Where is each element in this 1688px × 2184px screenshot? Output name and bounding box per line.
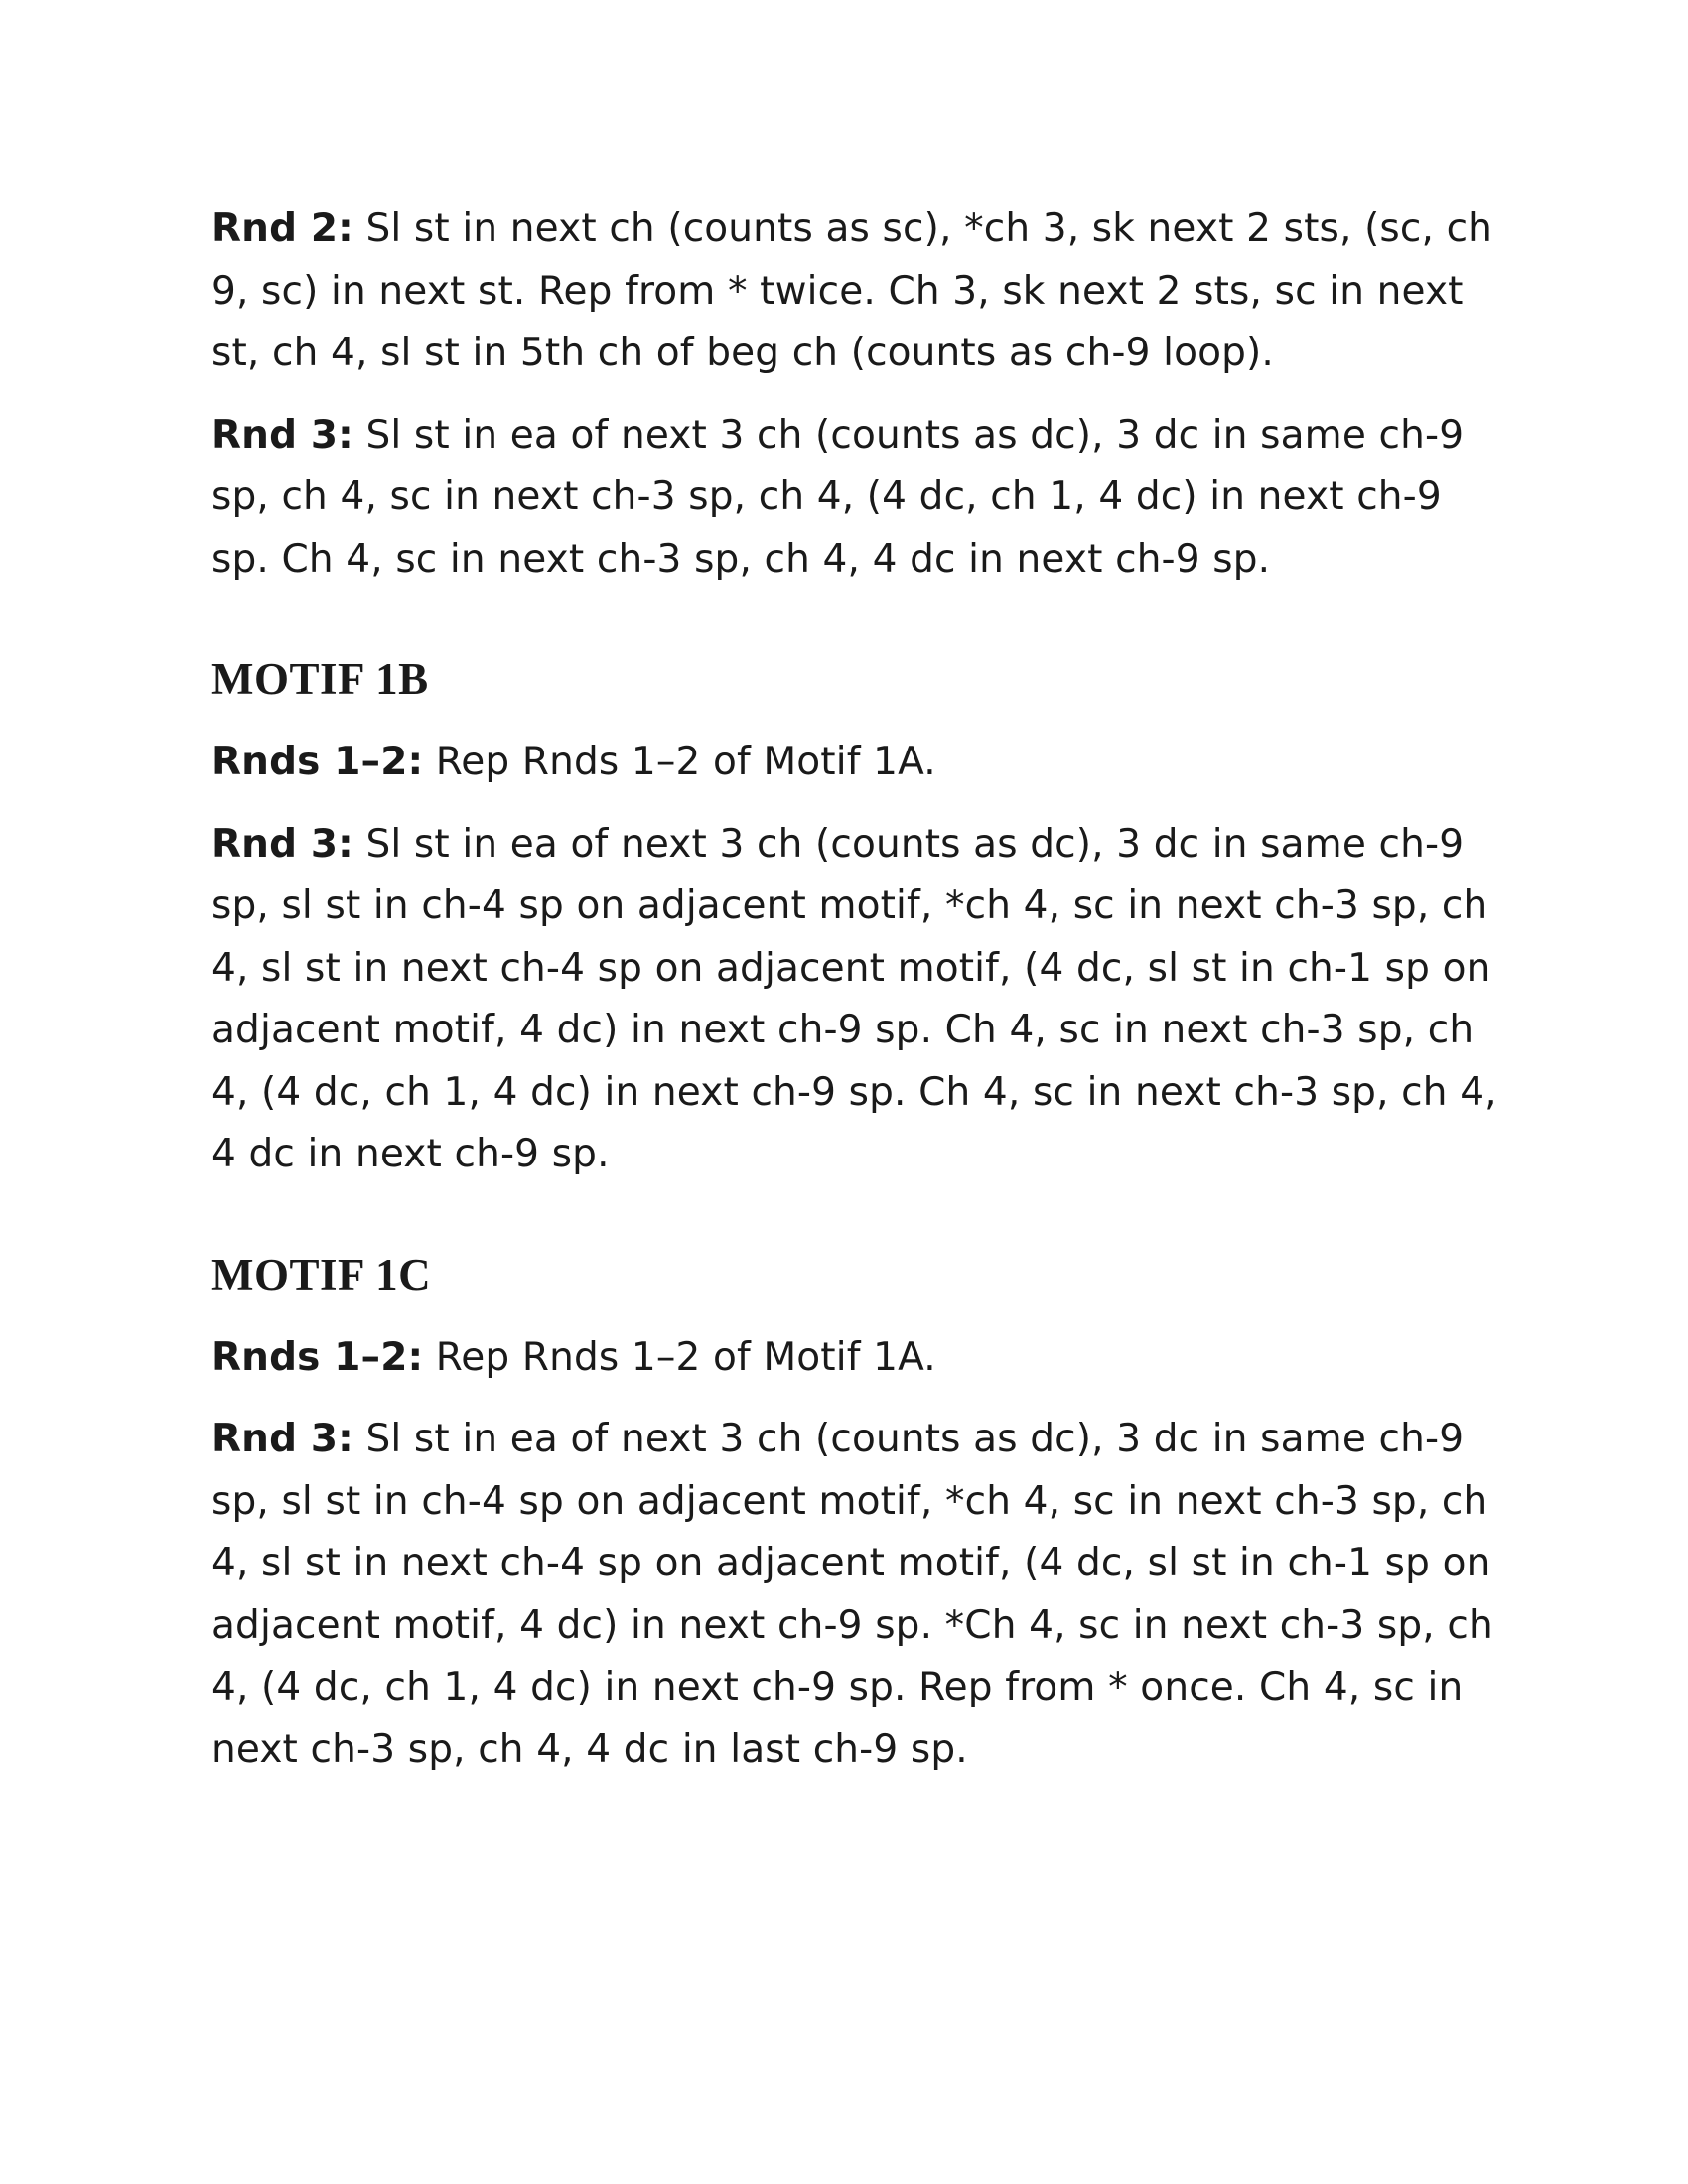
- motif-1b-rnd-3-label: Rnd 3:: [211, 821, 353, 867]
- document-page: [211, 199, 1502, 1801]
- rnd-2-text: Sl st in next ch (counts as sc), *ch 3, sk next 2 sts, (sc, ch 9, sc) in next st. Rep from * twice. Ch 3, sk next 2 sts, sc in next st, ch 4, sl st in 5th ch of beg ch (counts as ch-9 loop).: [211, 206, 1493, 375]
- motif-1b-rnd-3-instruction: [211, 814, 1502, 1186]
- motif-1b-rnds-1-2-label: Rnds 1–2:: [211, 740, 424, 784]
- motif-1c-rnd-3-label: Rnd 3:: [211, 1417, 353, 1461]
- rnd-3-text: Sl st in ea of next 3 ch (counts as dc), 3 dc in same ch-9 sp, ch 4, sc in next ch-3 sp, ch 4, (4 dc, ch 1, 4 dc) in next ch-9 sp. Ch 4, sc in next ch-3 sp, ch 4, 4 dc in next ch-9 sp.: [211, 412, 1465, 582]
- motif-1c-rnd-3-text: Sl st in ea of next 3 ch (counts as dc), 3 dc in same ch-9 sp, sl st in ch-4 sp on adjacent motif, *ch 4, sc in next ch-3 sp, ch 4, sl st in next ch-4 sp on adjacent motif, (4 dc, sl st in ch-1 sp on adjacent motif, 4 dc) in next ch-9 sp. *Ch 4, sc in next ch-3 sp, ch 4, (4 dc, ch 1, 4 dc) in next ch-9 sp. Rep from * once. Ch 4, sc in next ch-3 sp, ch 4, 4 dc in last ch-9 sp.: [211, 1417, 1493, 1772]
- motif-1c-rnds-1-2-label: Rnds 1–2:: [211, 1334, 424, 1380]
- motif-1b-rnds-1-2-instruction: [211, 732, 1502, 794]
- rnd-3-label: Rnd 3:: [211, 412, 353, 458]
- motif-1b-heading: MOTIF 1B: [211, 654, 429, 704]
- rnd-2-label: Rnd 2:: [211, 206, 353, 251]
- motif-1b-rnd-3-text: Sl st in ea of next 3 ch (counts as dc), 3 dc in same ch-9 sp, sl st in ch-4 sp on adjacent motif, *ch 4, sc in next ch-3 sp, ch 4, sl st in next ch-4 sp on adjacent motif, (4 dc, sl st in ch-1 sp on adjacent motif, 4 dc) in next ch-9 sp. Ch 4, sc in next ch-3 sp, ch 4, (4 dc, ch 1, 4 dc) in next ch-9 sp. Ch 4, sc in next ch-3 sp, ch 4, 4 dc in next ch-9 sp.: [211, 821, 1497, 1176]
- motif-1c-rnds-1-2-text: Rep Rnds 1–2 of Motif 1A.: [423, 1334, 936, 1380]
- motif-1c-heading: MOTIF 1C: [211, 1249, 432, 1299]
- motif-1c-rnds-1-2-instruction: [211, 1327, 1502, 1390]
- rnd-2-instruction: [211, 199, 1502, 385]
- motif-1b-rnds-1-2-text: Rep Rnds 1–2 of Motif 1A.: [423, 740, 936, 784]
- rnd-3-instruction: [211, 405, 1502, 592]
- motif-1c-rnd-3-instruction: [211, 1409, 1502, 1781]
